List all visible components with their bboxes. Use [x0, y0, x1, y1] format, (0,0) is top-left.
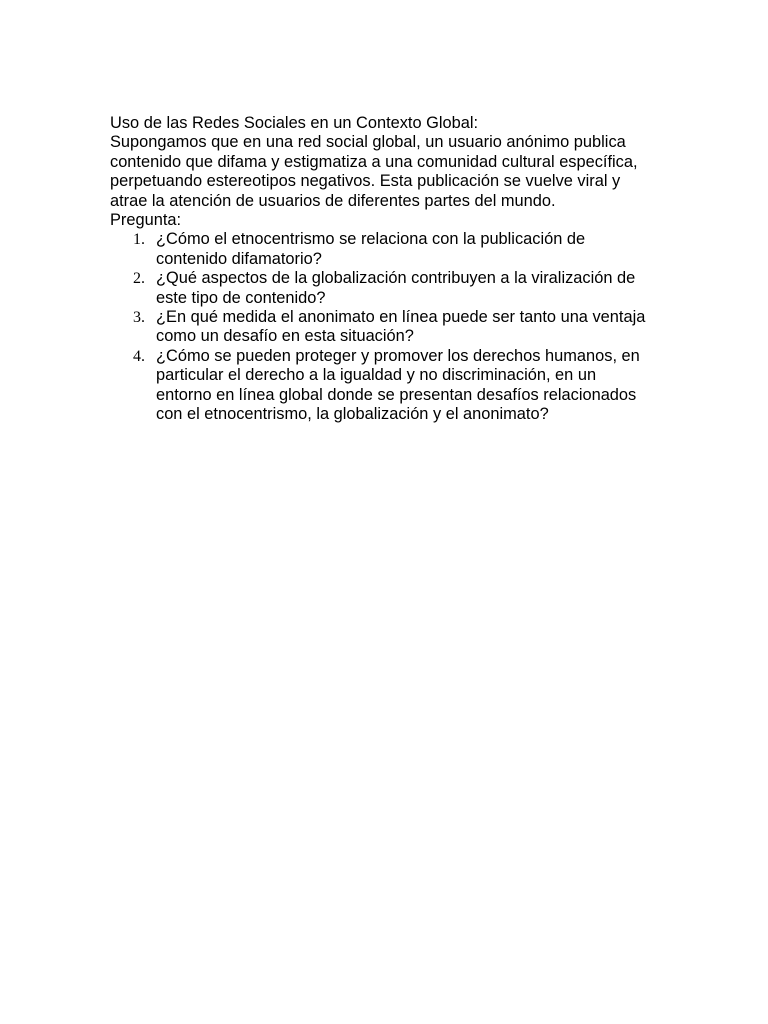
document-heading: Uso de las Redes Sociales en un Contexto Global: — [110, 114, 479, 132]
question-list — [110, 230, 650, 424]
question-item-2 — [110, 269, 650, 308]
question-item-3 — [110, 308, 650, 347]
question-item-1 — [110, 230, 650, 269]
question-label: Pregunta: — [110, 211, 182, 230]
question-number: 3. — [133, 309, 145, 327]
question-number: 1. — [133, 231, 145, 249]
question-item-4 — [110, 347, 650, 425]
question-text: ¿Qué aspectos de la globalización contribuyen a la viralización de este tipo de contenido? — [156, 269, 636, 307]
question-text: ¿Cómo el etnocentrismo se relaciona con la publicación de contenido difamatorio? — [156, 230, 586, 268]
document-content — [110, 114, 650, 425]
question-number: 2. — [133, 270, 145, 288]
scenario-paragraph: Supongamos que en una red social global, un usuario anónimo publica contenido que difama y estigmatiza a una comunidad cultural específica, perpetuando estereotipos negativos. Esta publicación se vuelve viral y atrae la atención de usuarios de diferentes partes del mundo. — [110, 133, 638, 210]
question-text: ¿Cómo se pueden proteger y promover los derechos humanos, en particular el derecho a la igualdad y no discriminación, en un entorno en línea global donde se presentan desafíos relacionados con el etnocentrismo, la globalización y el anonimato? — [156, 346, 640, 424]
question-number: 4. — [133, 347, 145, 365]
question-text: ¿En qué medida el anonimato en línea puede ser tanto una ventaja como un desafío en esta situación? — [156, 308, 646, 346]
